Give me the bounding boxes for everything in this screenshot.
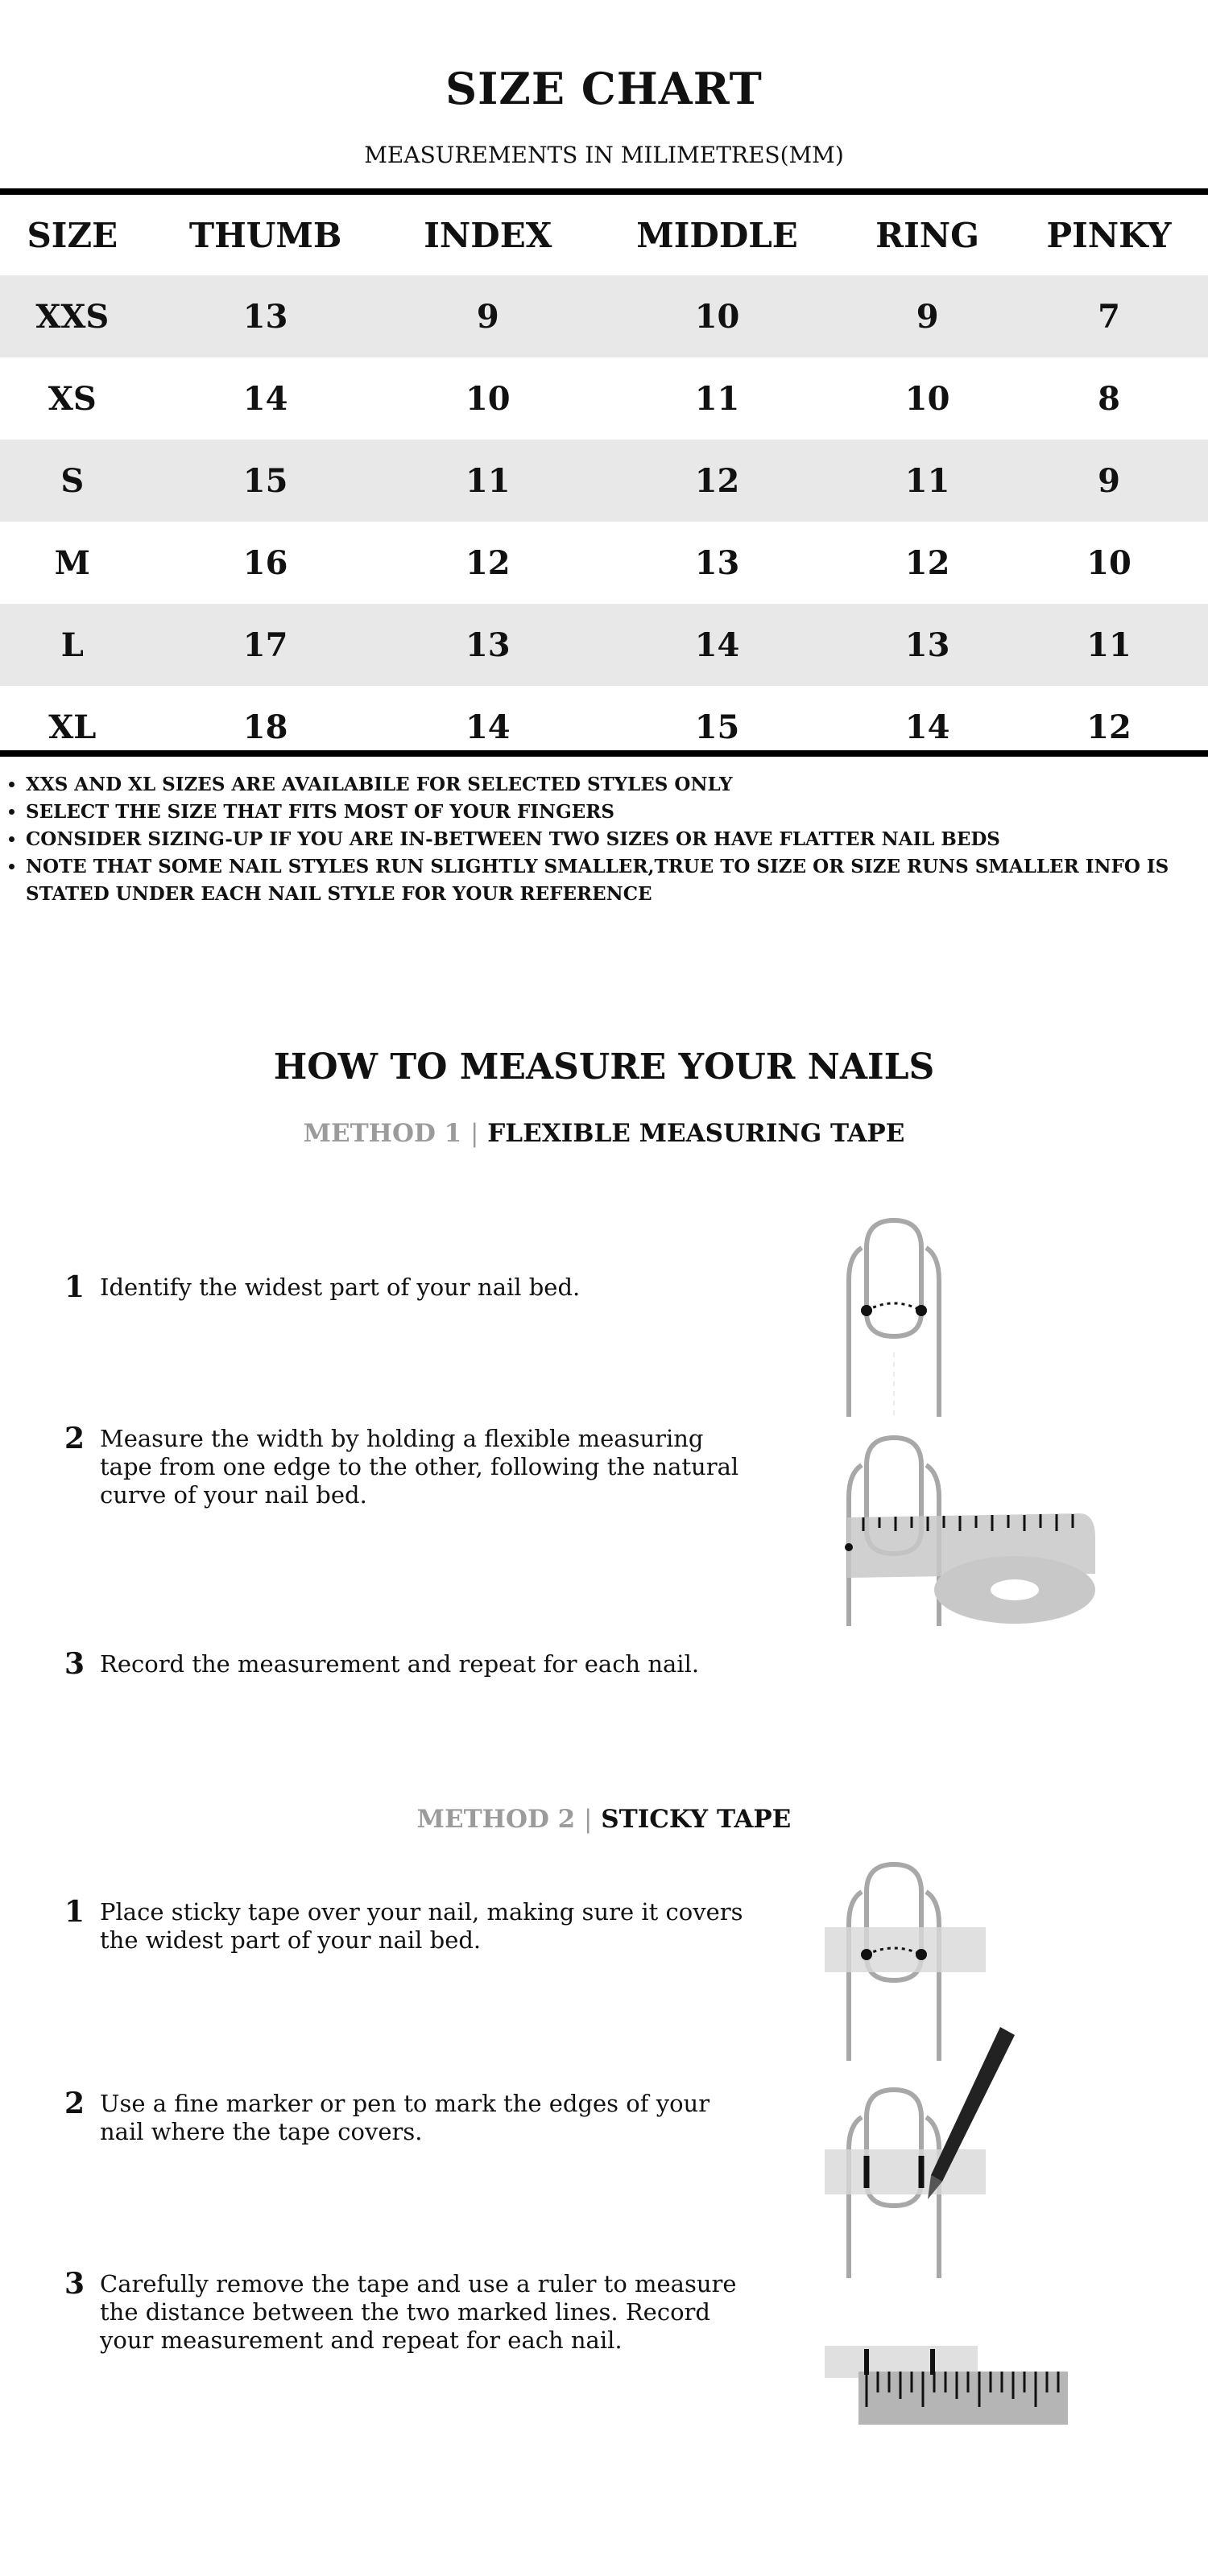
table-cell: 12: [904, 543, 950, 582]
table-cell: 11: [694, 379, 740, 418]
table-cell: 11: [845, 440, 1010, 522]
size-notes-list: [0, 771, 1208, 908]
table-cell: 15: [694, 708, 740, 746]
note-item: • CONSIDER SIZING-UP IF YOU ARE IN-BETWEEN TWO SIZES OR HAVE FLATTER NAIL BEDS: [26, 826, 1208, 853]
column-header-pinky: PINKY: [1046, 215, 1172, 255]
page-title: SIZE CHART: [445, 63, 763, 114]
size-cell: M: [54, 543, 90, 582]
ruler-illustration: [821, 2343, 1071, 2431]
column-header-middle: MIDDLE: [636, 215, 798, 255]
measuring-tape-illustration: [838, 1433, 1103, 1634]
table-cell: 16: [242, 543, 288, 582]
table-cell: 11: [1010, 604, 1208, 686]
step-number: 3: [64, 2267, 85, 2301]
method-2-number: METHOD 2: [416, 1805, 576, 1834]
how-to-measure-heading: HOW TO MEASURE YOUR NAILS: [273, 1046, 935, 1088]
method-2-separator: |: [584, 1805, 593, 1834]
table-cell: 17: [145, 604, 387, 686]
step-number: 2: [64, 2087, 85, 2120]
table-cell: 14: [590, 604, 845, 686]
table-cell: 9: [1010, 440, 1208, 522]
size-cell: XS: [48, 379, 97, 418]
step-text: Place sticky tape over your nail, making sure it covers the widest part of your nail bed.: [100, 1898, 743, 1954]
step-text: Record the measurement and repeat for each nail.: [100, 1650, 700, 1678]
finger-nail-bed-illustration: [838, 1216, 950, 1425]
table-header-row: [0, 195, 1208, 275]
table-cell: 12: [590, 440, 845, 522]
table-cell: 8: [1098, 379, 1120, 418]
table-cell: 10: [904, 379, 950, 418]
table-cell: 10: [590, 275, 845, 357]
method-2-name: STICKY TAPE: [601, 1805, 792, 1834]
method-1-heading: [0, 1119, 1208, 1148]
marker-pen-illustration: [821, 2021, 1039, 2286]
method-1-separator: |: [470, 1119, 479, 1148]
column-header-index: INDEX: [424, 215, 552, 255]
table-cell: 10: [465, 379, 511, 418]
step-text: Measure the width by holding a flexible measuring tape from one edge to the other, following the natural curve of your nail bed.: [100, 1425, 739, 1509]
note-item: • SELECT THE SIZE THAT FITS MOST OF YOUR FINGERS: [26, 799, 1208, 826]
table-cell: 14: [904, 708, 950, 746]
table-top-rule: [0, 188, 1208, 195]
step-text: Carefully remove the tape and use a ruler to measure the distance between the two marked lines. Record your measurement and repeat for each nail.: [100, 2270, 737, 2354]
step-number: 3: [64, 1647, 85, 1681]
table-cell: 15: [145, 440, 387, 522]
table-row: [0, 275, 1208, 357]
method-1-name: FLEXIBLE MEASURING TAPE: [487, 1119, 905, 1148]
method-1-number: METHOD 1: [303, 1119, 462, 1148]
table-cell: 14: [242, 379, 288, 418]
note-item: • NOTE THAT SOME NAIL STYLES RUN SLIGHTLY SMALLER,TRUE TO SIZE OR SIZE RUNS SMALLER INFO IS STATED UNDER EACH NAIL STYLE FOR YOUR REFERENCE: [26, 853, 1208, 908]
step-text: Identify the widest part of your nail bed.: [100, 1274, 581, 1301]
table-cell: 13: [387, 604, 590, 686]
column-header-ring: RING: [875, 215, 980, 255]
table-cell: 13: [145, 275, 387, 357]
step-number: 1: [64, 1895, 85, 1929]
step-text: Use a fine marker or pen to mark the edges of your nail where the tape covers.: [100, 2090, 710, 2145]
table-cell: 9: [387, 275, 590, 357]
size-cell: S: [0, 440, 145, 522]
table-cell: 10: [1086, 543, 1131, 582]
table-row: [0, 440, 1208, 522]
table-cell: 14: [465, 708, 511, 746]
table-cell: 12: [1086, 708, 1131, 746]
table-cell: 13: [694, 543, 740, 582]
table-row: [0, 522, 1208, 604]
size-cell: L: [0, 604, 145, 686]
step-number: 1: [64, 1270, 85, 1304]
table-cell: 11: [387, 440, 590, 522]
size-cell: XL: [48, 708, 97, 746]
size-chart-table: [0, 195, 1208, 768]
table-row: [0, 604, 1208, 686]
table-cell: 12: [465, 543, 511, 582]
table-cell: 13: [845, 604, 1010, 686]
table-bottom-rule: [0, 750, 1208, 757]
note-item: • XXS AND XL SIZES ARE AVAILABILE FOR SELECTED STYLES ONLY: [26, 771, 1208, 799]
table-row: [0, 357, 1208, 440]
column-header-size: SIZE: [27, 215, 118, 255]
table-cell: 9: [845, 275, 1010, 357]
table-cell: 18: [242, 708, 288, 746]
method-2-heading: [0, 1805, 1208, 1834]
column-header-thumb: THUMB: [188, 215, 342, 255]
size-cell: XXS: [0, 275, 145, 357]
table-cell: 7: [1010, 275, 1208, 357]
page-subtitle: MEASUREMENTS IN MILIMETRES(MM): [364, 142, 844, 168]
step-number: 2: [64, 1422, 85, 1455]
